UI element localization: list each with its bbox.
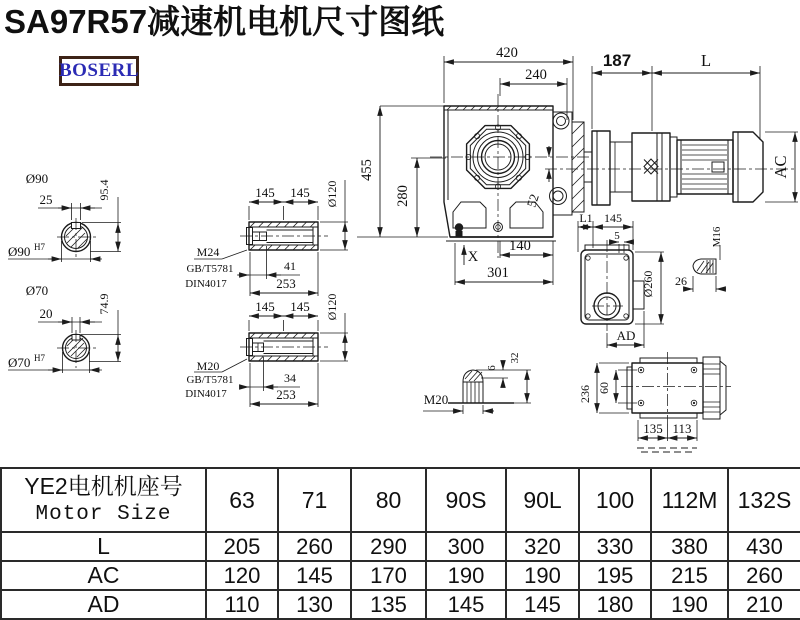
gearbox-side-view bbox=[578, 211, 664, 348]
dim-301: 301 bbox=[487, 265, 509, 281]
coupling-symbol bbox=[644, 159, 658, 174]
header-cn: YE2电机机座号 bbox=[24, 473, 183, 499]
table-row bbox=[1, 532, 800, 561]
dim-95-4: 95.4 bbox=[97, 179, 111, 201]
dim-bore90-tol: H7 bbox=[34, 242, 45, 252]
table-header-cell bbox=[1, 468, 206, 532]
row-label: AC bbox=[1, 561, 206, 590]
motor-fins bbox=[682, 145, 727, 189]
dim-240: 240 bbox=[525, 67, 547, 83]
table-cell: 260 bbox=[278, 532, 351, 561]
table-cell: 260 bbox=[728, 561, 800, 590]
dim-6: 6 bbox=[486, 365, 498, 371]
dim-187: 187 bbox=[602, 51, 632, 70]
table-cell: 110 bbox=[206, 590, 278, 619]
table-cell: 145 bbox=[426, 590, 506, 619]
size-col: 90S bbox=[426, 468, 506, 532]
dim-145b2: 145 bbox=[290, 299, 310, 314]
table-cell: 330 bbox=[579, 532, 651, 561]
label-m20-plug: M20 bbox=[423, 392, 449, 407]
motor-side-view bbox=[545, 131, 797, 205]
size-col: 132S bbox=[728, 468, 800, 532]
dim-dia260: Ø260 bbox=[641, 270, 655, 298]
size-col: 80 bbox=[351, 468, 426, 532]
dim-253a: 253 bbox=[276, 276, 296, 291]
table-cell: 210 bbox=[728, 590, 800, 619]
table-cell: 145 bbox=[278, 561, 351, 590]
size-col: 71 bbox=[278, 468, 351, 532]
gearbox-front-view bbox=[357, 94, 593, 258]
dim-dia90: Ø90 bbox=[25, 171, 49, 186]
label-gb-b: GB/T5781 bbox=[186, 374, 234, 386]
dim-145b1: 145 bbox=[255, 299, 275, 314]
row-label: AD bbox=[1, 590, 206, 619]
table-cell: 190 bbox=[651, 590, 728, 619]
mount-fins bbox=[703, 364, 720, 412]
dim-41: 41 bbox=[284, 259, 296, 273]
table-row bbox=[1, 590, 800, 619]
dim-34: 34 bbox=[284, 371, 296, 385]
page-title: SA97R57减速机电机尺寸图纸 bbox=[4, 3, 445, 40]
dim-145-side: 145 bbox=[604, 211, 622, 225]
dim-113: 113 bbox=[672, 421, 692, 436]
label-gb-a: GB/T5781 bbox=[186, 263, 234, 275]
dim-20: 20 bbox=[39, 306, 53, 321]
dim-bore90: Ø90 bbox=[8, 244, 31, 259]
brand-logo bbox=[59, 56, 139, 86]
table-cell: 430 bbox=[728, 532, 800, 561]
size-col: 112M bbox=[651, 468, 728, 532]
motor-size-table bbox=[0, 467, 800, 620]
dim-145a1: 145 bbox=[255, 185, 275, 200]
dim-280: 280 bbox=[395, 185, 411, 207]
dim-motor-AC: AC bbox=[771, 155, 790, 179]
label-din-b: DIN4017 bbox=[185, 388, 227, 400]
table-cell: 170 bbox=[351, 561, 426, 590]
table-cell: 190 bbox=[426, 561, 506, 590]
size-col: 100 bbox=[579, 468, 651, 532]
dim-145a2: 145 bbox=[290, 185, 310, 200]
flange-hatch bbox=[572, 122, 584, 212]
dim-253b: 253 bbox=[276, 387, 296, 402]
dim-420: 420 bbox=[496, 45, 518, 61]
dim-236: 236 bbox=[578, 385, 592, 403]
dim-AD: AD bbox=[616, 328, 636, 343]
dim-52: 52 bbox=[523, 192, 542, 210]
table-cell: 195 bbox=[579, 561, 651, 590]
table-cell: 180 bbox=[579, 590, 651, 619]
dim-bore70: Ø70 bbox=[8, 355, 31, 370]
table-cell: 215 bbox=[651, 561, 728, 590]
dim-32: 32 bbox=[509, 352, 521, 364]
bottom-view bbox=[578, 352, 731, 452]
table-cell: 320 bbox=[506, 532, 579, 561]
dim-L1: L1 bbox=[579, 211, 593, 225]
table-cell: 120 bbox=[206, 561, 278, 590]
dim-dia120b: Ø120 bbox=[325, 293, 339, 321]
label-m16: M16 bbox=[711, 226, 723, 248]
size-col: 90L bbox=[506, 468, 579, 532]
table-row bbox=[1, 561, 800, 590]
header-en: Motor Size bbox=[35, 503, 172, 526]
dim-motor-L: L bbox=[700, 51, 712, 70]
table-cell: 135 bbox=[351, 590, 426, 619]
label-m20b: M20 bbox=[196, 359, 220, 373]
table-cell: 190 bbox=[506, 561, 579, 590]
hollow-shaft-m20 bbox=[185, 294, 348, 407]
m20-plug-view bbox=[423, 353, 531, 415]
table-cell: 130 bbox=[278, 590, 351, 619]
shaft-section-70 bbox=[8, 283, 121, 373]
dim-60: 60 bbox=[597, 382, 611, 394]
dim-140: 140 bbox=[509, 238, 531, 254]
m16-bolt-view bbox=[675, 226, 726, 292]
dim-26: 26 bbox=[675, 274, 687, 288]
table-cell: 145 bbox=[506, 590, 579, 619]
label-din-a: DIN4017 bbox=[185, 278, 227, 290]
dim-455: 455 bbox=[359, 159, 375, 181]
hollow-shaft-m24 bbox=[185, 180, 348, 296]
dim-5: 5 bbox=[614, 230, 620, 242]
dim-135: 135 bbox=[643, 421, 663, 436]
label-m24: M24 bbox=[196, 245, 220, 259]
table-cell: 205 bbox=[206, 532, 278, 561]
table-cell: 290 bbox=[351, 532, 426, 561]
oil-plug bbox=[455, 223, 463, 231]
dim-25: 25 bbox=[39, 192, 53, 207]
table-cell: 380 bbox=[651, 532, 728, 561]
dim-dia70: Ø70 bbox=[25, 283, 49, 298]
table-header-row bbox=[1, 468, 800, 532]
dim-dia120a: Ø120 bbox=[325, 180, 339, 208]
row-label: L bbox=[1, 532, 206, 561]
shaft-section-90 bbox=[8, 171, 121, 262]
table-cell: 300 bbox=[426, 532, 506, 561]
dim-bore70-tol: H7 bbox=[34, 353, 45, 363]
dim-74-9: 74.9 bbox=[97, 293, 111, 315]
size-col: 63 bbox=[206, 468, 278, 532]
brand-logo-text: BOSERL bbox=[58, 60, 140, 81]
dim-x-mark: X bbox=[467, 249, 479, 265]
